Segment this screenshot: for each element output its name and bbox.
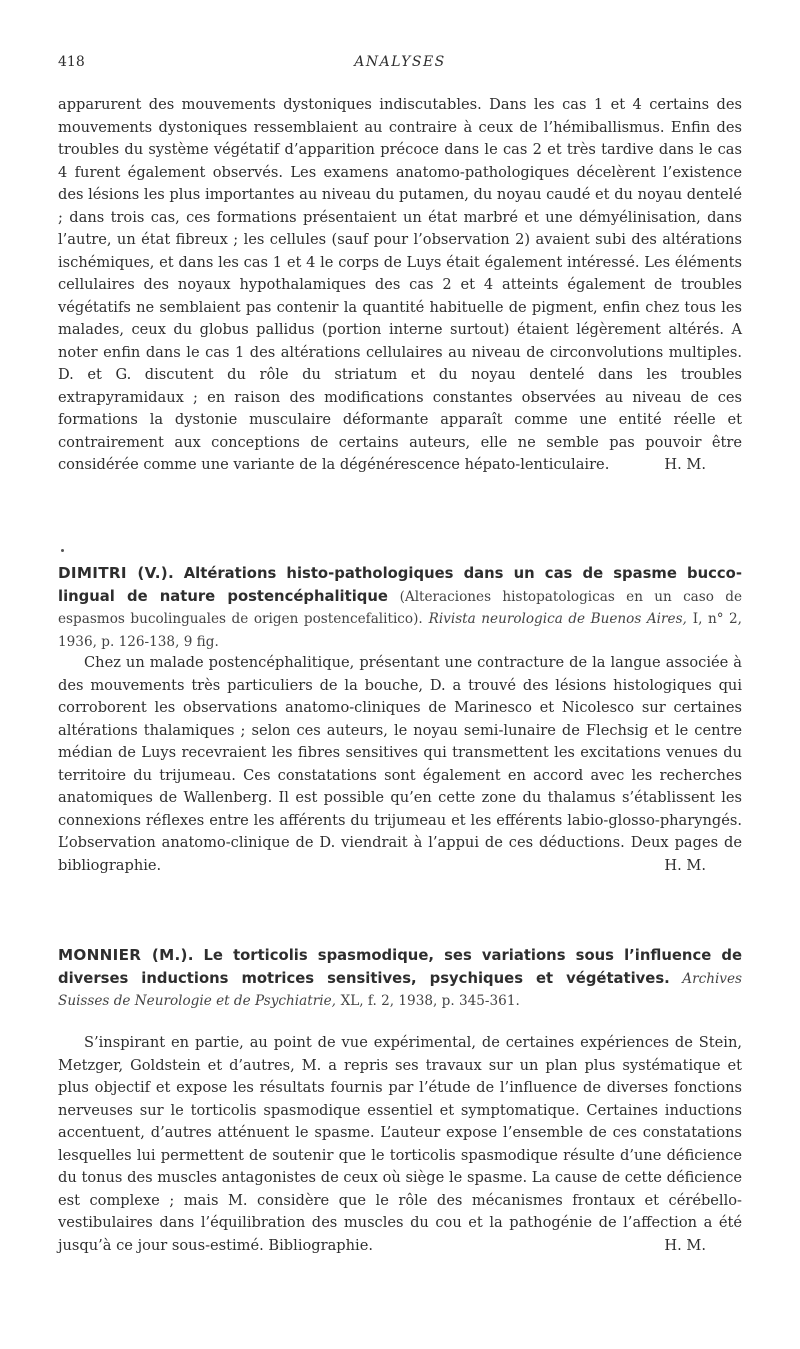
- article-title: Le torticolis spasmodique, ses variations sous l’influence de diverses inductions motrices sensitives, psychiques et végétatives.: [58, 947, 743, 987]
- page-number: 418: [58, 54, 85, 70]
- article-author: DIMITRI (V.).: [58, 564, 175, 582]
- article-header-monnier: [58, 944, 742, 1013]
- article-citation: I, n° 2, 1936, p. 126-138, 9 fig.: [58, 611, 743, 650]
- article-journal: Archives Suisses de Neurologie et de Psychiatrie,: [58, 970, 742, 1009]
- article-header-dimitri: [58, 562, 742, 653]
- running-title: ANALYSES: [354, 54, 446, 70]
- continuation-text: apparurent des mouvements dystoniques indiscutables. Dans les cas 1 et 4 certains des mouvements dystoniques ressemblaient au contraire à ceux de l’hémiballismus. Enfin des troubles du système végétatif d’apparition précoce dans le cas 2 et très tardive dans le cas 4 furent également observés. Les examens anatomo-pathologiques décelèrent l’existence des lésions les plus importantes au niveau du putamen, du noyau caudé et du noyau dentelé ; dans trois cas, ces formations présentaient un état marbré et une démyélinisation, dans l’autre, un état fibreux ; les cellules (sauf pour l’observation 2) avaient subi des altérations ischémiques, et dans les cas 1 et 4 le corps de Luys était également intéressé. Les éléments cellulaires des noyaux hypothalamiques des cas 2 et 4 atteints également de troubles végétatifs ne semblaient pas contenir la quantité habituelle de pigment, enfin chez tous les malades, ceux du globus pallidus (portion interne surtout) étaient légèrement altérés. A noter enfin dans le cas 1 des altérations cellulaires au niveau de circonvolutions multiples. D. et G. discutent du rôle du striatum et du noyau dentelé dans les troubles extrapyramidaux ; en raison des modifications constantes observées au niveau de ces formations la dystonie musculaire déformante apparaît comme une entité réelle et contrairement aux conceptions de certains auteurs, elle ne semble pas pouvoir être considérée comme une variante de la dégénérescence hépato-lenticulaire.: [58, 96, 742, 473]
- continuation-signature: H. M.: [664, 456, 706, 473]
- article-author: MONNIER (M.).: [58, 946, 194, 964]
- article-title: Altérations histo-pathologiques dans un cas de spasme bucco-lingual de nature postencéphalitique: [58, 565, 742, 605]
- article-original-title: (Alteraciones histopatologicas en un caso de espasmos bucolinguales de origen postencefalitico).: [58, 588, 743, 627]
- article-citation: XL, f. 2, 1938, p. 345-361.: [340, 993, 520, 1009]
- article-signature: H. M.: [664, 856, 706, 874]
- article-abstract-monnier: [58, 1032, 742, 1257]
- article-signature: H. M.: [664, 1236, 706, 1254]
- continuation-paragraph: [58, 94, 742, 477]
- article-journal: Rivista neurologica de Buenos Aires,: [428, 611, 687, 627]
- article-abstract-dimitri: [58, 652, 742, 877]
- page-header: [58, 54, 742, 76]
- abstract-text: Chez un malade postencéphalitique, présentant une contracture de la langue associée à des mouvements très particuliers de la bouche, D. a trouvé des lésions histologiques qui corroborent les observations anatomo-cliniques de Marinesco et Nicolesco sur certaines altérations thalamiques ; selon ces auteurs, le noyau semi-lunaire de Flechsig et le centre médian de Luys recevraient les fibres sensitives qui transmettent les excitations venues du territoire du trijumeau. Ces constatations sont également en accord avec les recherches anatomiques de Wallenberg. Il est possible qu’en cette zone du thalamus s’établissent les connexions réflexes entre les afférents du trijumeau et les efférents labio-glosso-pharyngés. L’observation anatomo-clinique de D. viendrait à l’appui de ces déductions. Deux pages de bibliographie.: [58, 654, 742, 874]
- abstract-text: S’inspirant en partie, au point de vue expérimental, de certaines expériences de Stein, Metzger, Goldstein et d’autres, M. a repris ses travaux sur un plan plus systématique et plus objectif et expose les résultats fournis par l’étude de l’influence de diverses fonctions nerveuses sur le torticolis spasmodique essentiel et symptomatique. Certaines inductions accentuent, d’autres atténuent le spasme. L’auteur expose l’ensemble de ces constatations lesquelles lui permettent de soutenir que le torticolis spasmodique résulte d’une déficience du tonus des muscles antagonistes de ceux où siège le spasme. La cause de cette déficience est complexe ; mais M. considère que le rôle des mécanismes frontaux et cérébello-vestibulaires dans l’équilibration des muscles du cou et la pathogénie de l’affection a été jusqu’à ce jour sous-estimé. Bibliographie.: [58, 1034, 742, 1254]
- separator-dot: [61, 549, 64, 552]
